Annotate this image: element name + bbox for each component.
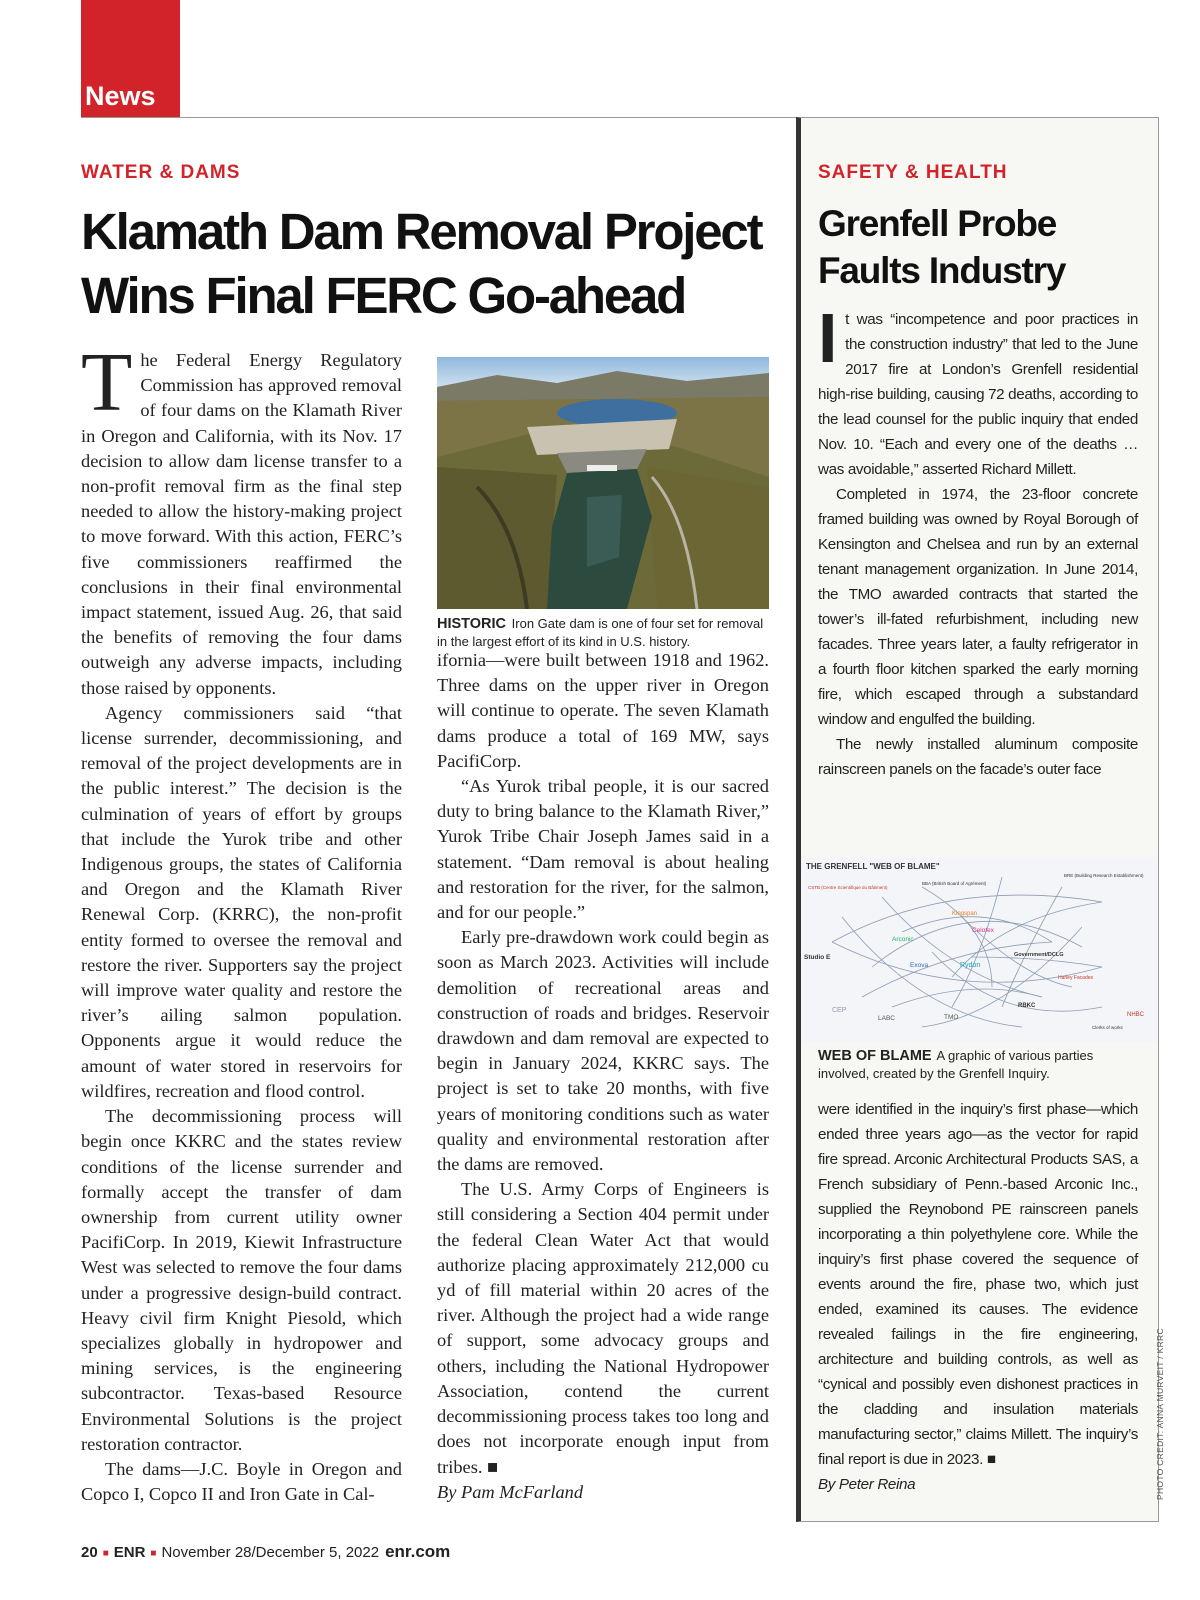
main-drop-cap: T <box>81 336 133 429</box>
main-paragraph: “As Yurok tribal people, it is our sacred duty to bring balance to the Klamath River,” Yurok Tribe Chair Joseph James said in a statement. “Dam removal is about healing and restoration for the river, for the salmon, and for our people.” <box>437 776 769 923</box>
graphic-label-kingspan: Kingspan <box>952 911 978 917</box>
main-paragraph: Early pre-drawdown work could begin as soon as March 2023. Activities will include demolition of recreational areas and construction of roads and bridges. Reservoir drawdown and dam removal are expected to begin in January 2024, KKRC says. The project is set to take 20 months, with five years of monitoring conditions such as water quality and environmental restoration after the dams are removed. <box>437 927 769 1175</box>
sidebar-text-top <box>818 299 1138 782</box>
photo-caption-lead: HISTORIC <box>437 616 507 632</box>
main-headline-line-2: Wins Final FERC Go-ahead <box>81 267 686 324</box>
sidebar-paragraph: The newly installed aluminum composite rainscreen panels on the facade’s outer face <box>818 736 1138 778</box>
main-byline: By Pam McFarland <box>437 1481 584 1502</box>
site-url: enr.com <box>385 1542 451 1561</box>
sidebar-paragraph: Completed in 1974, the 23-floor concrete framed building was owned by Royal Borough of Kensington and Chelsea and run by an external tenant management organization. In June 2014, the TMO awarded contracts that started the tower’s ill-fated refurbishment, including new facades. Three years later, a faulty refrigerator in a fourth floor kitchen sparked the early morning fire, which escaped through a substandard window and engulfed the building. <box>818 486 1138 728</box>
main-paragraph: he Federal Energy Regulatory Commission has approved removal of four dams on the Klamath River in Oregon and California, with its Nov. 17 decision to allow dam license transfer to a non-profit removal firm as the final step needed to allow the history-making project to move forward. With this action, FERC’s five commissioners reaffirmed the conclusions in their final environmental impact statement, issued Aug. 26, that said the benefits of removing the four dams outweigh any adverse impacts, including those raised by opponents. <box>81 350 402 698</box>
graphic-label-rydon: Rydon <box>960 962 981 969</box>
sidebar-drop-cap: I <box>818 299 838 377</box>
main-paragraph: ifornia—were built between 1918 and 1962. Three dams on the upper river in Oregon will continue to operate. The seven Klamath dams produce a total of 169 MW, says PacifiCorp. <box>437 650 769 771</box>
graphic-label-cep: CEP <box>832 1007 847 1014</box>
sidebar-paragraph: were identified in the inquiry’s first phase—which ended three years ago—as the vector for rapid fire spread. Arconic Architectural Products SAS, a French subsidiary of Penn.-based Arconic Inc., supplied the Reynobond PE rainscreen panels incorporating a thin polyethylene core. While the inquiry’s first phase covered the sequence of events around the fire, phase two, which just ended, examined its causes. The evidence revealed failings in the fire engineering, architecture and building controls, as well as “cynical and possibly even dishonest practices in the cladding and insulation materials manufacturing sector,” claims Millett. The inquiry’s final report is due in 2023. ■ <box>818 1101 1138 1468</box>
sidebar-byline: By Peter Reina <box>818 1476 916 1493</box>
issue-date: November 28/December 5, 2022 <box>161 1544 380 1561</box>
main-paragraph: The dams—J.C. Boyle in Oregon and Copco I, Copco II and Iron Gate in Cal- <box>81 1458 402 1505</box>
graphic-label-exova: Exova <box>910 962 929 969</box>
sidebar-text-bottom <box>818 1097 1138 1497</box>
graphic-label-studio-e: Studio E <box>804 954 831 961</box>
section-label: News <box>85 81 156 111</box>
graphic-label-cstb: CSTB (Centre Scientifique du Bâtiment) <box>808 885 888 890</box>
sidebar-paragraph: t was “incompetence and poor practices in the construction industry” that led to the June 2017 fire at London’s Grenfell residential high-rise building, causing 72 deaths, according to the lead counsel for the public inquiry that ended Nov. 10. “Each and every one of the deaths … was avoidable,” asserted Richard Millett. <box>818 311 1138 478</box>
sidebar-headline-line-1: Grenfell Probe <box>818 203 1057 244</box>
main-kicker: WATER & DAMS <box>81 162 241 183</box>
graphic-label-arconic: Arconic <box>892 936 914 943</box>
page-folio: 20 ■ ENR ■ November 28/December 5, 2022 enr.com <box>81 1542 451 1561</box>
graphic-label-nhbc: NHBC <box>1127 1012 1145 1018</box>
graphic-caption <box>818 1047 1138 1083</box>
graphic-label-bre: BRE (Building Research Establishment) <box>1064 873 1144 878</box>
graphic-label-celotex: Celotex <box>972 927 995 934</box>
web-of-blame-graphic <box>802 857 1157 1042</box>
main-paragraph: The decommissioning process will begin once KKRC and the states review conditions of the license surrender and formally accept the transfer of dam ownership from current utility owner PacifiCorp. In 2019, Kiewit Infrastructure West was selected to remove the four dams under a progressive design-build contract. Heavy civil firm Knight Piesold, which specializes globally in hydropower and mining services, is the engineering subcontractor. Texas-based Resource Environmental Solutions is the project restoration contractor. <box>81 1106 402 1454</box>
graphic-label-government: Government/DCLG <box>1014 952 1064 958</box>
graphic-caption-lead: WEB OF BLAME <box>818 1048 932 1064</box>
sidebar-kicker: SAFETY & HEALTH <box>818 162 1008 183</box>
main-paragraph: Agency commissioners said “that license surrender, decommissioning, and removal of the project developments are in the public interest.” The decision is the culmination of years of effort by groups that include the Yurok tribe and other Indigenous groups, the states of California and Oregon and the Klamath River Renewal Corp. (KRRC), the non-profit entity formed to oversee the removal and restore the river. Supporters say the project will improve water quality and restore the river’s ailing salmon population. Opponents argue it would reduce the amount of water stored in reservoirs for wildfires, recreation and flood control. <box>81 702 402 1101</box>
photo-caption <box>437 615 769 651</box>
graphic-title: THE GRENFELL "WEB OF BLAME" <box>806 862 940 871</box>
graphic-caption-text: A graphic of various parties involved, created by the Grenfell Inquiry. <box>818 1048 1094 1081</box>
graphic-label-tmo: TMO <box>944 1014 959 1021</box>
main-headline-line-1: Klamath Dam Removal Project <box>81 203 762 260</box>
main-paragraph: The U.S. Army Corps of Engineers is still considering a Section 404 permit under the federal Clean Water Act that would authorize placing approximately 212,000 cu yd of fill material within 20 acres of the river. Although the project had a wide range of support, some advocacy groups and others, including the National Hydropower Association, contend the current decommissioning process takes too long and does not incorporate enough input from tribes. ■ <box>437 1179 769 1477</box>
page-number: 20 <box>81 1544 98 1561</box>
sidebar-headline <box>818 200 1065 294</box>
dam-photo <box>437 357 769 609</box>
photo-credit: PHOTO CREDIT: ANNA MURVEIT / KRRC <box>1155 1328 1165 1500</box>
magazine-name: ENR <box>113 1544 146 1561</box>
graphic-label-rbkc: RBKC <box>1018 1003 1036 1009</box>
graphic-label-harley: Harley Facades <box>1058 975 1094 981</box>
graphic-label-labc: LABC <box>878 1015 895 1022</box>
main-headline <box>81 200 761 328</box>
graphic-label-bba: BBA (British Board of Agrément) <box>922 881 987 886</box>
main-column-2 <box>437 648 769 1505</box>
sidebar-headline-line-2: Faults Industry <box>818 250 1066 291</box>
graphic-label-clerks: Clerks of works <box>1092 1025 1123 1030</box>
photo-caption-text: Iron Gate dam is one of four set for removal in the largest effort of its kind in U.S. history. <box>437 616 764 649</box>
main-column-1 <box>81 336 402 1507</box>
